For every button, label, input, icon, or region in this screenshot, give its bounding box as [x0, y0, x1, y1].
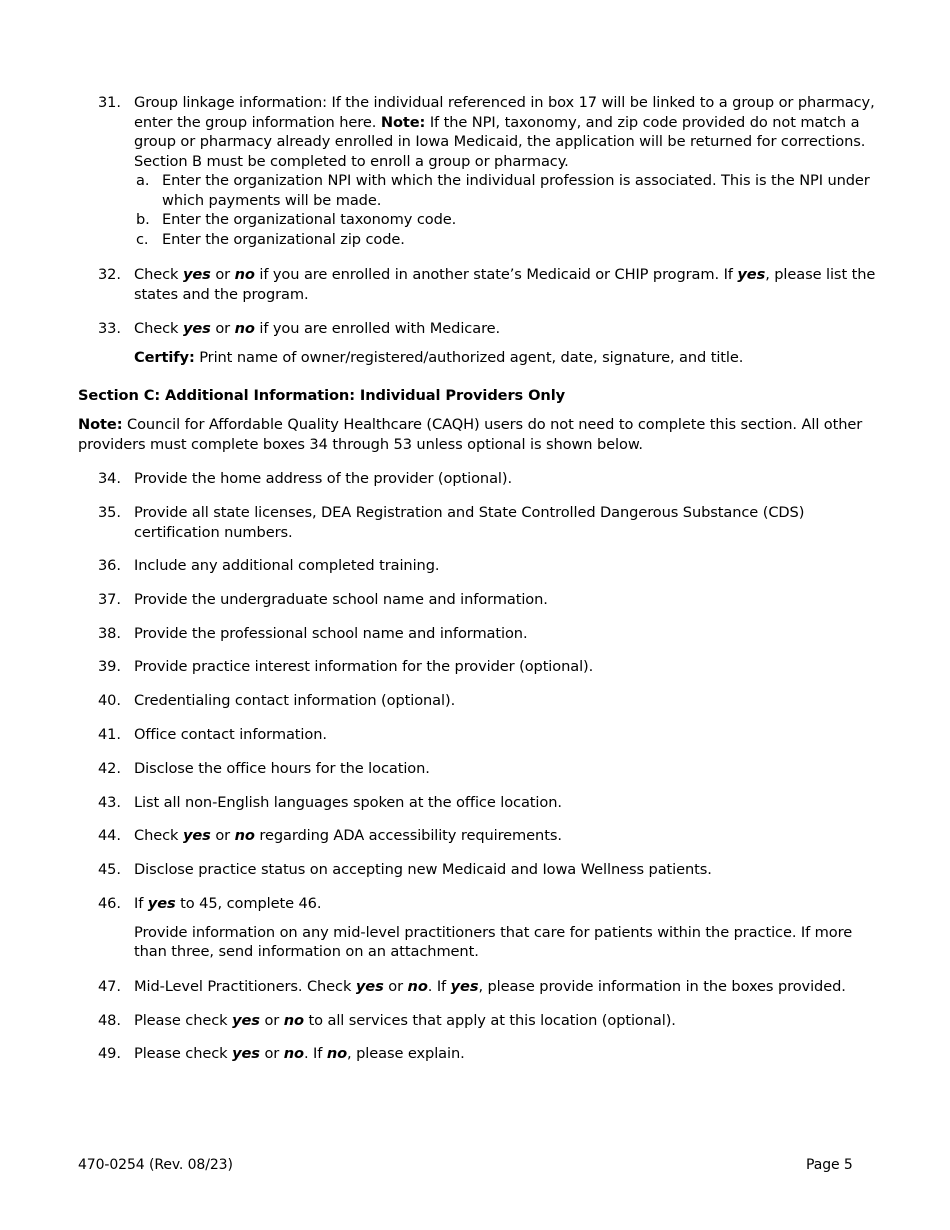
instruction-item-37: 37. Provide the undergraduate school name and information.: [98, 590, 878, 610]
item-text: Provide the professional school name and information.: [134, 625, 528, 642]
instruction-item-49: 49. Please check yes or no. If no, please explain.: [98, 1044, 878, 1064]
item-text: Credentialing contact information (optional).: [134, 692, 456, 709]
instruction-item-38: 38. Provide the professional school name and information.: [98, 624, 878, 644]
item-number: 31.: [98, 94, 121, 111]
item-text: List all non-English languages spoken at the office location.: [134, 794, 562, 811]
instruction-item-43: 43. List all non-English languages spoken at the office location.: [98, 793, 878, 813]
note-label: Note:: [380, 113, 426, 131]
item-text: Provide the home address of the provider (optional).: [134, 470, 513, 487]
item-text: Group linkage information: If the individual referenced in box 17 will be linked to a group or pharmacy, enter the group information here. Note: If the NPI, taxonomy, and zip code provided do not match a group or pharmacy already enrolled in Iowa Medicaid, the application will be returned for corrections. Section B must be completed to enroll a group or pharmacy.: [134, 94, 875, 170]
instruction-item-36: 36. Include any additional completed training.: [98, 556, 878, 576]
item-number: 32.: [98, 266, 121, 283]
instruction-item-47: 47. Mid-Level Practitioners. Check yes or no. If yes, please provide information in the boxes provided.: [98, 977, 878, 997]
item-text: If yes to 45, complete 46.: [134, 895, 322, 912]
item-text: Check yes or no if you are enrolled in another state’s Medicaid or CHIP program. If yes, please list the states and the program.: [134, 266, 876, 303]
item-text: Check yes or no regarding ADA accessibility requirements.: [134, 827, 562, 844]
certify-label: Certify:: [134, 348, 195, 366]
sub-item-a: a. Enter the organization NPI with which the individual profession is associated. This is the NPI under which payments will be made.: [136, 172, 870, 209]
instruction-item-42: 42. Disclose the office hours for the location.: [98, 759, 878, 779]
instruction-item-32: [98, 265, 878, 304]
item-text: Please check yes or no. If no, please explain.: [134, 1045, 465, 1062]
instruction-item-39: 39. Provide practice interest information for the provider (optional).: [98, 657, 878, 677]
form-id: 470-0254 (Rev. 08/23): [78, 1157, 233, 1173]
instruction-item-31: [98, 93, 878, 249]
instruction-item-48: 48. Please check yes or no to all services that apply at this location (optional).: [98, 1011, 878, 1031]
section-c-heading: Section C: Additional Information: Individual Providers Only: [78, 387, 566, 404]
item-text: Disclose practice status on accepting new Medicaid and Iowa Wellness patients.: [134, 861, 712, 878]
item-text: Please check yes or no to all services that apply at this location (optional).: [134, 1012, 676, 1029]
instruction-item-44: 44. Check yes or no regarding ADA accessibility requirements.: [98, 826, 878, 846]
page-number: Page 5: [806, 1157, 853, 1173]
item-text: Provide practice interest information for the provider (optional).: [134, 658, 594, 675]
item-text: Provide all state licenses, DEA Registration and State Controlled Dangerous Substance (CDS) certification numbers.: [134, 504, 805, 541]
sub-item-b: b. Enter the organizational taxonomy code.: [136, 211, 457, 228]
item-text: Provide the undergraduate school name and information.: [134, 591, 548, 608]
instruction-item-34: 34. Provide the home address of the provider (optional).: [98, 469, 878, 489]
instruction-item-46: 46. If yes to 45, complete 46. Provide information on any mid-level practitioners that care for patients within the practice. If more than three, send information on an attachment.: [98, 894, 878, 962]
instruction-item-41: 41. Office contact information.: [98, 725, 878, 745]
note-label: Note:: [78, 416, 123, 433]
item-text: Office contact information.: [134, 726, 327, 743]
item-number: 33.: [98, 320, 121, 337]
section-c-note: Note: Council for Affordable Quality Healthcare (CAQH) users do not need to complete this section. All other providers must complete boxes 34 through 53 unless optional is shown below.: [78, 416, 863, 453]
item-text: Include any additional completed training.: [134, 557, 440, 574]
item-text: Check yes or no if you are enrolled with Medicare.: [134, 320, 501, 337]
certify-line: Certify: Print name of owner/registered/authorized agent, date, signature, and title.: [134, 348, 744, 366]
instruction-item-35: 35. Provide all state licenses, DEA Registration and State Controlled Dangerous Substance (CDS) certification numbers.: [98, 503, 878, 542]
instruction-item-40: 40. Credentialing contact information (optional).: [98, 691, 878, 711]
item-continuation: Provide information on any mid-level practitioners that care for patients within the practice. If more than three, send information on an attachment.: [134, 923, 853, 960]
instruction-item-45: 45. Disclose practice status on accepting new Medicaid and Iowa Wellness patients.: [98, 860, 878, 880]
item-text: Mid-Level Practitioners. Check yes or no. If yes, please provide information in the boxes provided.: [134, 978, 846, 995]
sub-item-c: c. Enter the organizational zip code.: [136, 230, 405, 248]
instruction-item-33: [98, 319, 878, 367]
item-text: Disclose the office hours for the location.: [134, 760, 430, 777]
